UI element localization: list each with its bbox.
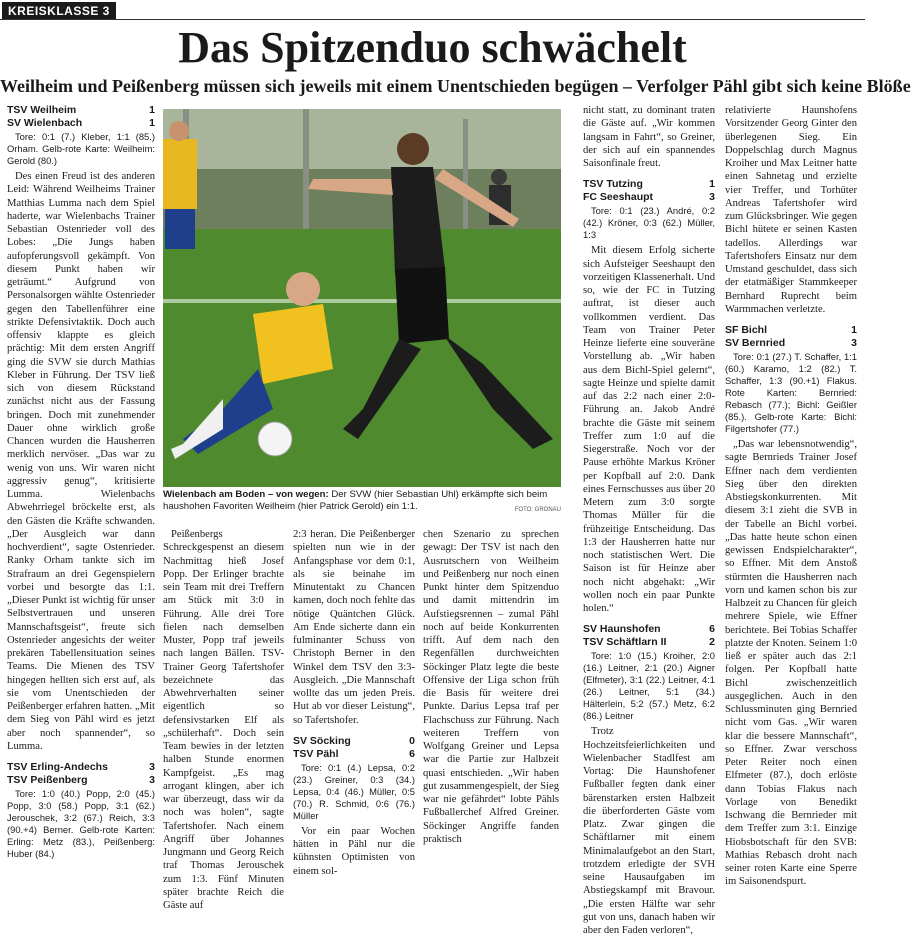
match-haunshofen-schaeftlarn (583, 623, 715, 722)
match-tutzing-seeshaupt (583, 178, 715, 241)
away-score: 3 (149, 774, 155, 786)
away-team: SV Wielenbach (7, 117, 83, 129)
away-score: 1 (149, 117, 155, 129)
column-3 (293, 528, 415, 877)
away-score: 2 (709, 636, 715, 649)
photo-illustration (163, 109, 561, 487)
caption-lead: Wielenbach am Boden – von wegen: (163, 489, 329, 500)
column-4 (423, 528, 559, 845)
photo-credit: FOTO: GRONAU (514, 507, 561, 514)
article-text: „Das war lebensnotwendig“, sagte Bernrieds Trainer Josef Effner nach dem verdienten Sieg über den direkten Abstiegskonkurrenten. Mit diesem 3:1 zieht die SVB in der Tabelle an Bichl vorbei. „Das hatte heute schon einen gewissen Endspielcharakter“, so Effner. Mit dem Anstoß stürmten die Hausherren nach vorn und kamen schon bis zur Halbzeit zu Chancen für gleich mehrere Spiele, wie Effner berichtete. Bei Tobias Schaffer platzte der Knoten. Seinem 1:0 ließ er später auch das 2:1 folgen. Per Kopfball hatte Bichl zwischenzeitlich ausgeglichen. Auch in den Schlussminuten ging Bernried nicht vom Gas. „Wir waren klar die bessere Mannschaft“, so Effner. Zwar verschoss Peter Reiter noch einen Elfmeter (87.), doch erlöste dann Tobias Flakus nach Vorlage von Benedikt Ischwang die Bernrieder mit dem Treffer zum 3:1. Einzige Hiobsbotschaft für den SVB: Mathias Rebasch droht nach seiner roten Karte eine Sperre im Saisonendspurt. (725, 439, 857, 888)
away-score: 6 (409, 747, 415, 760)
article-text: chen Szenario zu sprechen gewagt: Der TSV ist nach den Ausrutschern von Weilheim und Peißenberg nur noch einen Punkt hinter dem Spitzenduo und damit mittendrin im Aufstiegsrennen – zumal Pähl noch auf beide Konkurrenten trifft. Auf dem nach den Regenfällen durchweichten Söckinger Platz legte die beste Offensive der Liga schon früh die Basis für weitere drei Punkte. Darius Lepsa traf per Flachschuss zur Führung. Nach weiteren Treffern von Wolfgang Greiner und Lepsa war die Partie zur Halbzeit quasi entschieden. „Wir haben gut zusammengespielt, der Sieg war nie gefährdet“ lobte Pähls Fußballerchef Alfred Greiner. Söckinger Angriffe fanden praktisch (423, 529, 559, 845)
away-team: FC Seeshaupt (583, 191, 654, 204)
home-score: 1 (149, 104, 155, 116)
article-text: relativierte Haunshofens Vorsitzender Georg Ginter den überlegenen Sieg. Ein Doppelschlag durch Magnus Kroiher und Max Leitner hatte einen Sahnetag und erzielte vier Treffer, und Torhüter Andreas Tafertshofer wird zum Glücksbringer. Wie gegen Bichl hütete er seinen Kasten tadellos. Allerdings war Tafertshofers Einsatz nur dem Umstand geschuldet, dass sich der etatmäßiger Stammkeeper Bernhard Ruprecht beim Warmmachen verletzte. (725, 105, 857, 315)
home-team: SV Haunshofen (583, 623, 661, 636)
match-stats: Tore: 1:0 (40.) Popp, 2:0 (45.) Popp, 3:0 (58.) Popp, 3:1 (62.) Jerouschek, 3:2 (67.) Reich, 3:3 (90.+4) Berner. Gelb-rote Karten: Erling: Metz (83.), Peißenberg: Huber (84.) (7, 788, 155, 859)
away-score: 3 (851, 337, 857, 349)
match-stats: Tore: 0:1 (23.) André, 0:2 (42.) Kröner, 0:3 (62.) Müller, 1:3 (583, 205, 715, 241)
away-score: 3 (709, 191, 715, 204)
home-score: 1 (709, 178, 715, 191)
away-team: TSV Schäftlarn II (583, 636, 667, 649)
away-team: SV Bernried (725, 337, 786, 349)
subheadline: Weilheim und Peißenberg müssen sich jeweils mit einem Unentschieden begügen – Verfolger Pähl gibt sich keine Blöße (0, 76, 911, 96)
away-team: TSV Pähl (293, 747, 339, 760)
home-score: 1 (851, 324, 857, 336)
match-stats: Tore: 0:1 (27.) T. Schaffer, 1:1 (60.) Karamo, 1:2 (82.) T. Schaffer, 1:3 (90.+1) Flakus. Rote Karten: Bernried: Rebasch (77.); Bichl: Geißler (85.). Gelb-rote Karte: Bichl: Filgertshofer (77.) (725, 351, 857, 434)
match-stats: Tore: 0:1 (4.) Lepsa, 0:2 (23.) Greiner, 0:3 (34.) Lepsa, 0:4 (46.) Müller, 0:5 (70.) R. Schmid, 0:6 (76.) Müller (293, 761, 415, 821)
article-text: nicht statt, zu dominant traten die Gäste auf. „Wir kommen langsam in Fahrt“, so Greiner, der sich auf ein spannendes Saisonfinale freut. (583, 105, 715, 169)
column-2 (163, 528, 284, 911)
match-photo (163, 109, 561, 487)
article-text: Vor ein paar Wochen hätten in Pähl nur die kühnsten Optimisten von einem sol- (293, 825, 415, 877)
article-text: 2:3 heran. Die Peißenberger spielten nun wie in der Anfangsphase vor dem 0:1, als sie beinahe im Minutentakt zu Chancen kamen, doch noch fehlte das nötige Quäntchen Glück. Am Ende sicherte dann ein fulminanter Schuss von Christoph Berner in den Winkel dem TSV den 3:3-Ausgleich. „Die Mannschaft wollte das um jeden Preis. Hut ab vor dieser Leistung“, so Tafertshofer. (293, 529, 415, 726)
section-kicker: KREISKLASSE 3 (2, 2, 116, 20)
match-soecking-paehl (293, 735, 415, 822)
match-bichl-bernried (725, 324, 857, 435)
headline: Das Spitzenduo schwächelt (178, 23, 687, 72)
match-stats: Tore: 1:0 (15.) Kroiher, 2:0 (16.) Leitner, 2:1 (20.) Aigner (Elfmeter), 3:1 (22.) Leitner, 4:1 (26.) Leitner, 5:1 (34.) Hälterlein, 5:2 (57.) Metz, 6:2 (86.) Leitner (583, 650, 715, 722)
home-team: TSV Tutzing (583, 178, 643, 191)
away-team: TSV Peißenberg (7, 774, 88, 786)
photo-caption (163, 489, 561, 516)
column-1 (7, 104, 155, 859)
home-score: 3 (149, 761, 155, 773)
article-text: Mit diesem Erfolg sicherte sich Aufsteiger Seeshaupt den vorzeitigen Klassenerhalt. Und so, wie der FC in Tutzing auftrat, ist dieser auch vollkommen verdient. Das Team von Trainer Peter Heinze lieferte eine souveräne Vorstellung ab. „Wir haben aus dem Bichl-Spiel gelernt“, sagte Heinze und spielte damit auf das 2:2 nach einer 2:0-Führung an. Jakob André brachte die Gäste mit seinem Treffer zum 1:0 auf die Siegerstraße. Noch vor der Pause erhöhte Markus Kröner per Kopfball auf 2:0. Dank eines Fernschusses aus über 20 Metern zum 3:0 sorgte Thomas Müller für die frühzeitige Entscheidung. Das 1:3 der Hausherren hatte nur noch statistischen Wert. Die Saison ist für Heinze aber noch nicht abgehakt: „Wir wollen noch ein paar Punkte holen.“ (583, 245, 715, 614)
column-5 (583, 104, 715, 936)
article-text: Des einen Freud ist des anderen Leid: Während Weilheims Trainer Matthias Lumma nach dem Spiel haderte, war Wielenbachs Trainer Sebastian Ostenrieder voll des Lobes: „Die Jungs haben aufopferungsvoll gekämpft. Von diesem Punkt haben wir geträumt.“ Aufgrund von Personalsorgen wählte Ostenrieder gegen den Tabellenführer eine strikte Defensivtaktik. Doch auch offensiv klappte es gleich prächtig: Mit dem ersten Angriff ging die SVW sie durch Mathias Kleber in Führung. Der TSV ließ sich von diesem Rückstand zunächst nicht aus der Fassung bringen. Doch mit zunehmender Dauer ohne wirklich große Chancen wurden die Hausherren merklich nervöser. „Das war zu wenig von uns. Wir waren nicht aggressiv genug“, kritisierte Lumma. Wielenbachs Abwehrriegel bröckelte erst, als den Gästen die Kräfte schwanden. „Der Ausgleich war dann hochverdient“, sagte Ostenrieder. Ranky Orham tankte sich im Strafraum an drei Gegenspielern vorbei und besorgte das 1:1. „Dieser Punkt ist wichtig für unser Selbstvertrauen und unseren Mannschaftsgeist“, freute sich Ostenrieder angesichts der weiter prekären Tabellensituation seines Teams. Die Mienen des TSV hingegen hellten sich erst auf, als sie vom Unentschieden der Peißenberger erfahren hatten. „Mit dem Sieg von Pähl wird es jetzt aber noch spannender“, so Lumma. (7, 171, 155, 752)
match-weilheim-wielenbach (7, 104, 155, 167)
home-score: 0 (409, 734, 415, 747)
home-team: SV Söcking (293, 734, 351, 747)
home-team: TSV Erling-Andechs (7, 761, 108, 773)
article-text: Trotz Hochzeitsfeierlichkeiten und Wielenbacher Stadlfest am Vortag: Die Haunshofener Fußballer fegten dank einer bärenstarken ersten Halbzeit die überforderten Gäste vom Platz. Zwar gingen die Schäftlarner mit einem Minimalaufgebot an den Start, trotzdem erledigte der SVH seine Hausaufgaben im Abstiegskampf mit Bravour. „Die ersten Hälfte war sehr gut von uns, danach haben wir aber den Faden verloren“, (583, 726, 715, 936)
caption-text: Der SVW (hier Sebastian Uhl) erkämpfte sich beim haushohen Favoriten Weilheim (hier Patrick Gerold) ein 1:1. (163, 489, 548, 513)
column-6 (725, 104, 857, 888)
match-erling-peissenberg (7, 761, 155, 860)
home-score: 6 (709, 623, 715, 636)
article-text: Peißenbergs Schreckgespenst an diesem Nachmittag hieß Josef Popp. Der Erlinger brachte sein Team mit drei Treffern am Stück mit 3:0 in Führung. Alle drei Tore fielen nach demselben Muster, Popp traf jeweils nach langen Bällen. TSV-Trainer Georg Tafertshofer bezeichnete das Abwehrverhalten seiner eigentlich so defensivstarken Elf als „schülerhaft“. Doch sein Team bewies in der letzten halben Stunde enormen Kampfgeist. „Es mag arrogant klingen, aber ich war überzeugt, dass wir da noch was holen“, sagte Tafertshofer. Nach einem Angriff über Johannes Jungmann und Georg Reich traf Thomas Jerouschek zum 1:3. Fünf Minuten später brachte Reich die Gäste auf (163, 529, 284, 911)
home-team: SF Bichl (725, 324, 768, 336)
home-team: TSV Weilheim (7, 104, 77, 116)
match-stats: Tore: 0:1 (7.) Kleber, 1:1 (85.) Orham. Gelb-rote Karte: Weilheim: Gerold (80.) (7, 131, 155, 166)
kicker-rule (0, 19, 865, 20)
